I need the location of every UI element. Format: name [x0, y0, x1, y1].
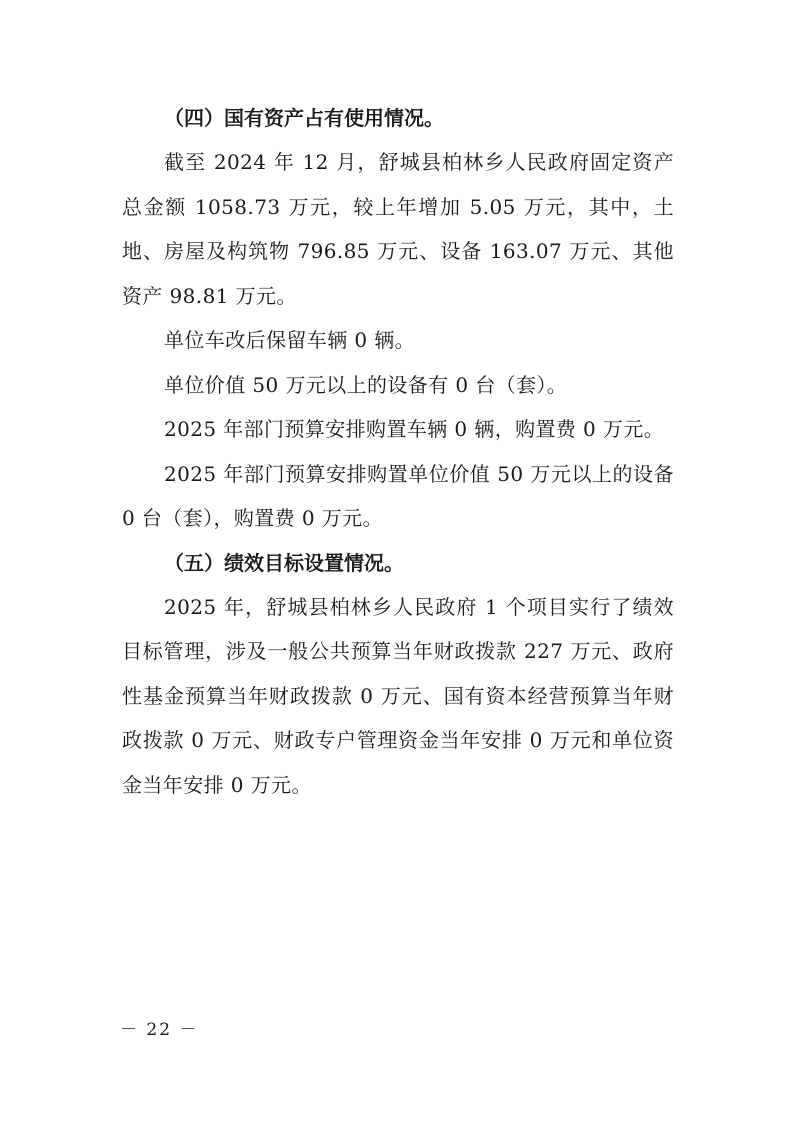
- section-heading-performance-goals: （五）绩效目标设置情况。: [164, 550, 404, 575]
- section-heading-state-assets: （四）国有资产占有使用情况。: [164, 106, 444, 130]
- document-body: [122, 96, 674, 807]
- paragraph-performance-management: 2025 年，舒城县柏林乡人民政府 1 个项目实行了绩效目标管理，涉及一般公共预算当年财政拨款 227 万元、政府性基金预算当年财政拨款 0 万元、国有资本经营预算当年财政拨款 0 万元、财政专户管理资金当年安排 0 万元和单位资金当年安排 0 万元。: [122, 594, 674, 797]
- page-number: － 22 －: [120, 1020, 199, 1040]
- paragraph-equipment-purchase-budget: 2025 年部门预算安排购置单位价值 50 万元以上的设备 0 台（套），购置费 0 万元。: [122, 461, 674, 530]
- paragraph-fixed-assets: 截至 2024 年 12 月，舒城县柏林乡人民政府固定资产总金额 1058.73 万元，较上年增加 5.05 万元，其中，土地、房屋及构筑物 796.85 万元、设备 163.07 万元、其他资产 98.81 万元。: [122, 150, 674, 308]
- paragraph-vehicle-purchase-budget: 2025 年部门预算安排购置车辆 0 辆，购置费 0 万元。: [164, 417, 665, 441]
- paragraph-retained-vehicles: 单位车改后保留车辆 0 辆。: [164, 328, 416, 352]
- paragraph-equipment-over-50: 单位价值 50 万元以上的设备有 0 台（套）。: [164, 372, 568, 397]
